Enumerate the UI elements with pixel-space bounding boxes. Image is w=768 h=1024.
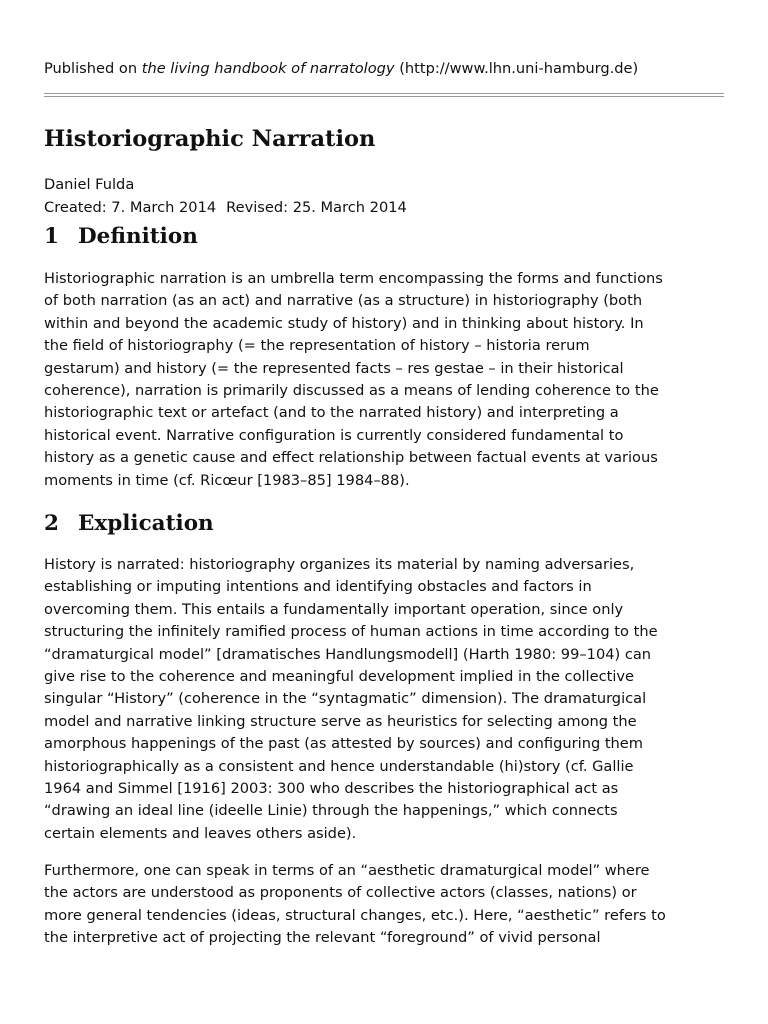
section-title: Explication xyxy=(78,511,214,536)
text-line: more general tendencies (ideas, structural changes, etc.). Here, “aesthetic” refers to xyxy=(44,906,666,924)
text-line: structuring the infinitely ramified process of human actions in time according to the xyxy=(44,623,658,641)
text-line: of both narration (as an act) and narrative (as a structure) in historiography (both xyxy=(44,292,643,310)
text-line: amorphous happenings of the past (as attested by sources) and configuring them xyxy=(44,735,644,753)
publication-header xyxy=(44,59,638,79)
section-title: Definition xyxy=(78,224,198,249)
text-line: establishing or imputing intentions and identifying obstacles and factors in xyxy=(44,578,592,596)
text-line: singular “History” (coherence in the “syntagmatic” dimension). The dramaturgical xyxy=(44,690,647,708)
section-heading-explication xyxy=(44,509,214,539)
text-line: 1964 and Simmel [1916] 2003: 300 who describes the historiographical act as xyxy=(44,780,619,798)
handbook-title: the living handbook of narratology xyxy=(141,60,395,77)
revised-date: Revised: 25. March 2014 xyxy=(226,199,407,216)
text-line: history as a genetic cause and effect relationship between factual events at various xyxy=(44,449,658,467)
section-number: 1 xyxy=(44,224,59,249)
header-suffix: (http://www.lhn.uni-hamburg.de) xyxy=(394,60,639,77)
text-line: History is narrated: historiography organizes its material by naming adversaries, xyxy=(44,556,635,573)
explication-paragraph-1 xyxy=(44,554,726,845)
text-line: certain elements and leaves others aside). xyxy=(44,824,357,842)
text-line: historical event. Narrative configuration is currently considered fundamental to xyxy=(44,426,624,444)
text-line: historiographic text or artefact (and to the narrated history) and interpreting a xyxy=(44,404,619,422)
text-line: moments in time (cf. Ricœur [1983–85] 1984–88). xyxy=(44,471,410,489)
text-line: within and beyond the academic study of history) and in thinking about history. In xyxy=(44,314,644,332)
definition-paragraph xyxy=(44,268,726,492)
text-line: overcoming them. This entails a fundamentally important operation, since only xyxy=(44,600,624,618)
header-divider xyxy=(44,93,724,97)
text-line: model and narrative linking structure serve as heuristics for selecting among the xyxy=(44,712,637,730)
author-name: Daniel Fulda xyxy=(44,176,135,193)
section-heading-definition xyxy=(44,222,198,252)
text-line: historiographically as a consistent and hence understandable (hi)story (cf. Gallie xyxy=(44,757,634,775)
text-line: the field of historiography (= the representation of history – historia rerum xyxy=(44,337,590,355)
text-line: gestarum) and history (= the represented facts – res gestae – in their historical xyxy=(44,359,624,377)
explication-paragraph-2 xyxy=(44,860,726,950)
section-number: 2 xyxy=(44,511,59,536)
text-line: “dramaturgical model” [dramatisches Handlungsmodell] (Harth 1980: 99–104) can xyxy=(44,645,652,663)
article-dates xyxy=(44,197,407,219)
header-prefix: Published on xyxy=(44,60,142,77)
text-line: give rise to the coherence and meaningful development implied in the collective xyxy=(44,668,635,686)
text-line: Historiographic narration is an umbrella term encompassing the forms and functions xyxy=(44,270,663,287)
text-line: the actors are understood as proponents of collective actors (classes, nations) or xyxy=(44,884,637,902)
text-line: coherence), narration is primarily discussed as a means of lending coherence to the xyxy=(44,382,659,400)
text-line: the interpretive act of projecting the relevant “foreground” of vivid personal xyxy=(44,929,601,947)
text-line: Furthermore, one can speak in terms of an “aesthetic dramaturgical model” where xyxy=(44,862,650,879)
created-date: Created: 7. March 2014 xyxy=(44,199,217,216)
article-title: Historiographic Narration xyxy=(44,126,376,152)
text-line: “drawing an ideal line (ideelle Linie) through the happenings,” which connects xyxy=(44,802,618,820)
